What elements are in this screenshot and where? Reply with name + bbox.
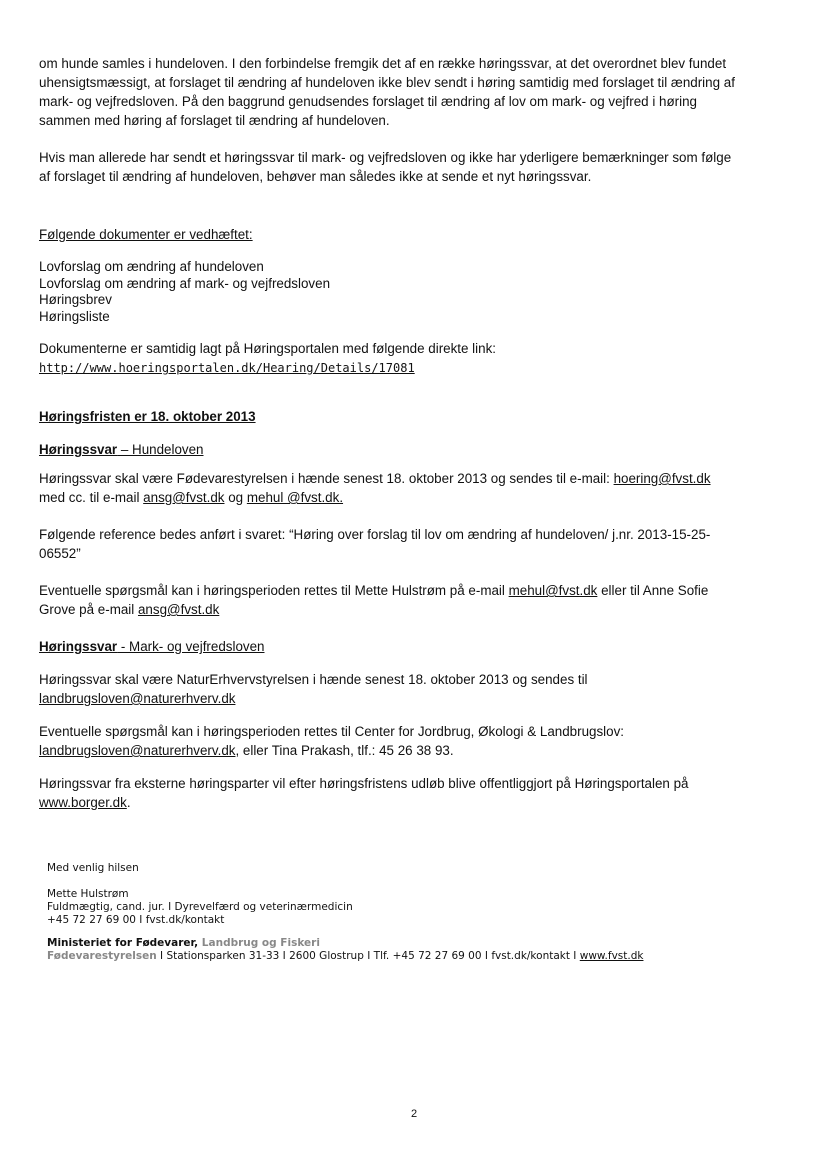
attached-list [39,259,779,325]
email-link-mehul[interactable]: mehul@fvst.dk [508,583,598,598]
hunde-p2-line: 06552” [39,546,81,561]
page-number: 2 [410,1108,418,1120]
portal-link-line [39,358,779,378]
hunde-paragraph-1 [39,469,779,507]
borger-link[interactable]: www.borger.dk [39,795,127,810]
hunde-p1-og: og [224,490,247,505]
hunde-p3-text: Grove på e-mail [39,602,138,617]
signer-name: Mette Hulstrøm [47,888,129,900]
email-link-hoering[interactable]: hoering@fvst.dk [613,471,711,486]
hunde-heading [39,440,779,459]
email-link-ansg[interactable]: ansg@fvst.dk [137,602,220,617]
email-link-ansg[interactable]: ansg@fvst.dk [143,490,225,505]
mark-p1-line2 [39,689,779,708]
greeting: Med venlig hilsen [47,862,139,874]
email-link-landbrugsloven[interactable]: landbrugsloven@naturerhverv.dk [39,743,236,758]
agency-name: Fødevarestyrelsen [47,950,157,962]
letter-page [39,50,779,963]
hunde-heading-bold: Høringssvar [39,442,118,457]
portal-link[interactable]: http://www.hoeringsportalen.dk/Hearing/Details/17081 [39,361,415,375]
mark-heading [39,637,779,656]
hunde-p3-line2 [39,600,779,619]
hunde-p1-line1 [39,469,779,488]
deadline-heading: Høringsfristen er 18. oktober 2013 [39,409,256,424]
hunde-p1-line2 [39,488,779,507]
intro-paragraph [39,54,779,130]
signature-block [47,862,779,963]
already-line: Hvis man allerede har sendt et høringssvar til mark- og vejfredsloven og ikke har yderligere bemærkninger som følge [39,150,732,165]
list-item: Høringsliste [39,308,110,324]
mark-p2-line2 [39,741,779,760]
mark-paragraph-2 [39,722,779,760]
ministry-line [47,937,779,950]
mark-paragraph-3 [39,774,779,812]
hunde-p3-text: Eventuelle spørgsmål kan i høringsperioden rettes til Mette Hulstrøm på e-mail [39,583,509,598]
mark-p3-line: Høringssvar fra eksterne høringsparter vil efter høringsfristens udløb blive offentliggjort på Høringsportalen på [39,776,689,791]
intro-line: om hunde samles i hundeloven. I den forbindelse fremgik det af en række høringssvar, at det overordnet blev fundet [39,56,727,71]
list-item: Lovforslag om ændring af hundeloven [39,259,264,274]
portal-text: Dokumenterne er samtidig lagt på Høringsportalen med følgende direkte link: [39,341,496,356]
mark-p2-line: Eventuelle spørgsmål kan i høringsperioden rettes til Center for Jordbrug, Økologi & Landbrugslov: [39,724,625,739]
hunde-p1-text: med cc. til e-mail [39,490,144,505]
attached-heading: Følgende dokumenter er vedhæftet: [39,227,253,242]
intro-line: mark- og vejfredsloven. På den baggrund genudsendes forslaget til ændring af lov om mark- og vejfred i høring [39,94,697,109]
email-link-mehul[interactable]: mehul @fvst.dk. [246,490,344,505]
mark-paragraph-1 [39,670,779,708]
email-link-landbrugsloven[interactable]: landbrugsloven@naturerhverv.dk [39,691,236,706]
hunde-p3-text: eller til Anne Sofie [597,583,709,598]
already-sent-paragraph [39,148,779,186]
ministry-name: Ministeriet for Fødevarer, [47,937,199,949]
hunde-p1-text: Høringssvar skal være Fødevarestyrelsen i hænde senest 18. oktober 2013 og sendes til e-mail: [39,471,614,486]
intro-line: sammen med høring af forslaget til ændring af hundeloven. [39,113,390,128]
mark-heading-rest: - Mark- og vejfredsloven [117,639,265,654]
mark-heading-bold: Høringssvar [39,639,118,654]
agency-address: I Stationsparken 31-33 I 2600 Glostrup I Tlf. +45 72 27 69 00 I fvst.dk/kontakt I [156,950,580,962]
hunde-p3-line1 [39,581,779,600]
hunde-p2-line: Følgende reference bedes anført i svaret: “Høring over forslag til lov om ændring af hundeloven/ j.nr. 2013-15-25- [39,527,711,542]
mark-p3-line2 [39,793,779,812]
already-line: af forslaget til ændring af hundeloven, behøver man således ikke at sende et nyt høringssvar. [39,169,592,184]
agency-line [47,950,779,963]
signer-contact: +45 72 27 69 00 I fvst.dk/kontakt [47,914,225,926]
fvst-link[interactable]: www.fvst.dk [579,950,644,962]
signer-title: Fuldmægtig, cand. jur. I Dyrevelfærd og veterinærmedicin [47,901,353,913]
ministry-name-grey: Landbrug og Fiskeri [198,937,320,949]
intro-line: uhensigtsmæssigt, at forslaget til ændring af hundeloven ikke blev sendt i høring samtidig med forslaget til ændring af [39,75,735,90]
list-item: Høringsbrev [39,292,112,307]
hunde-paragraph-2 [39,525,779,563]
list-item: Lovforslag om ændring af mark- og vejfredsloven [39,275,331,291]
mark-p2-text: , eller Tina Prakash, tlf.: 45 26 38 93. [235,743,454,758]
hunde-heading-rest: – Hundeloven [117,442,204,457]
hunde-paragraph-3 [39,581,779,619]
mark-p1-line: Høringssvar skal være NaturErhvervstyrelsen i hænde senest 18. oktober 2013 og sendes til [39,672,588,687]
mark-p3-text: . [126,795,131,810]
